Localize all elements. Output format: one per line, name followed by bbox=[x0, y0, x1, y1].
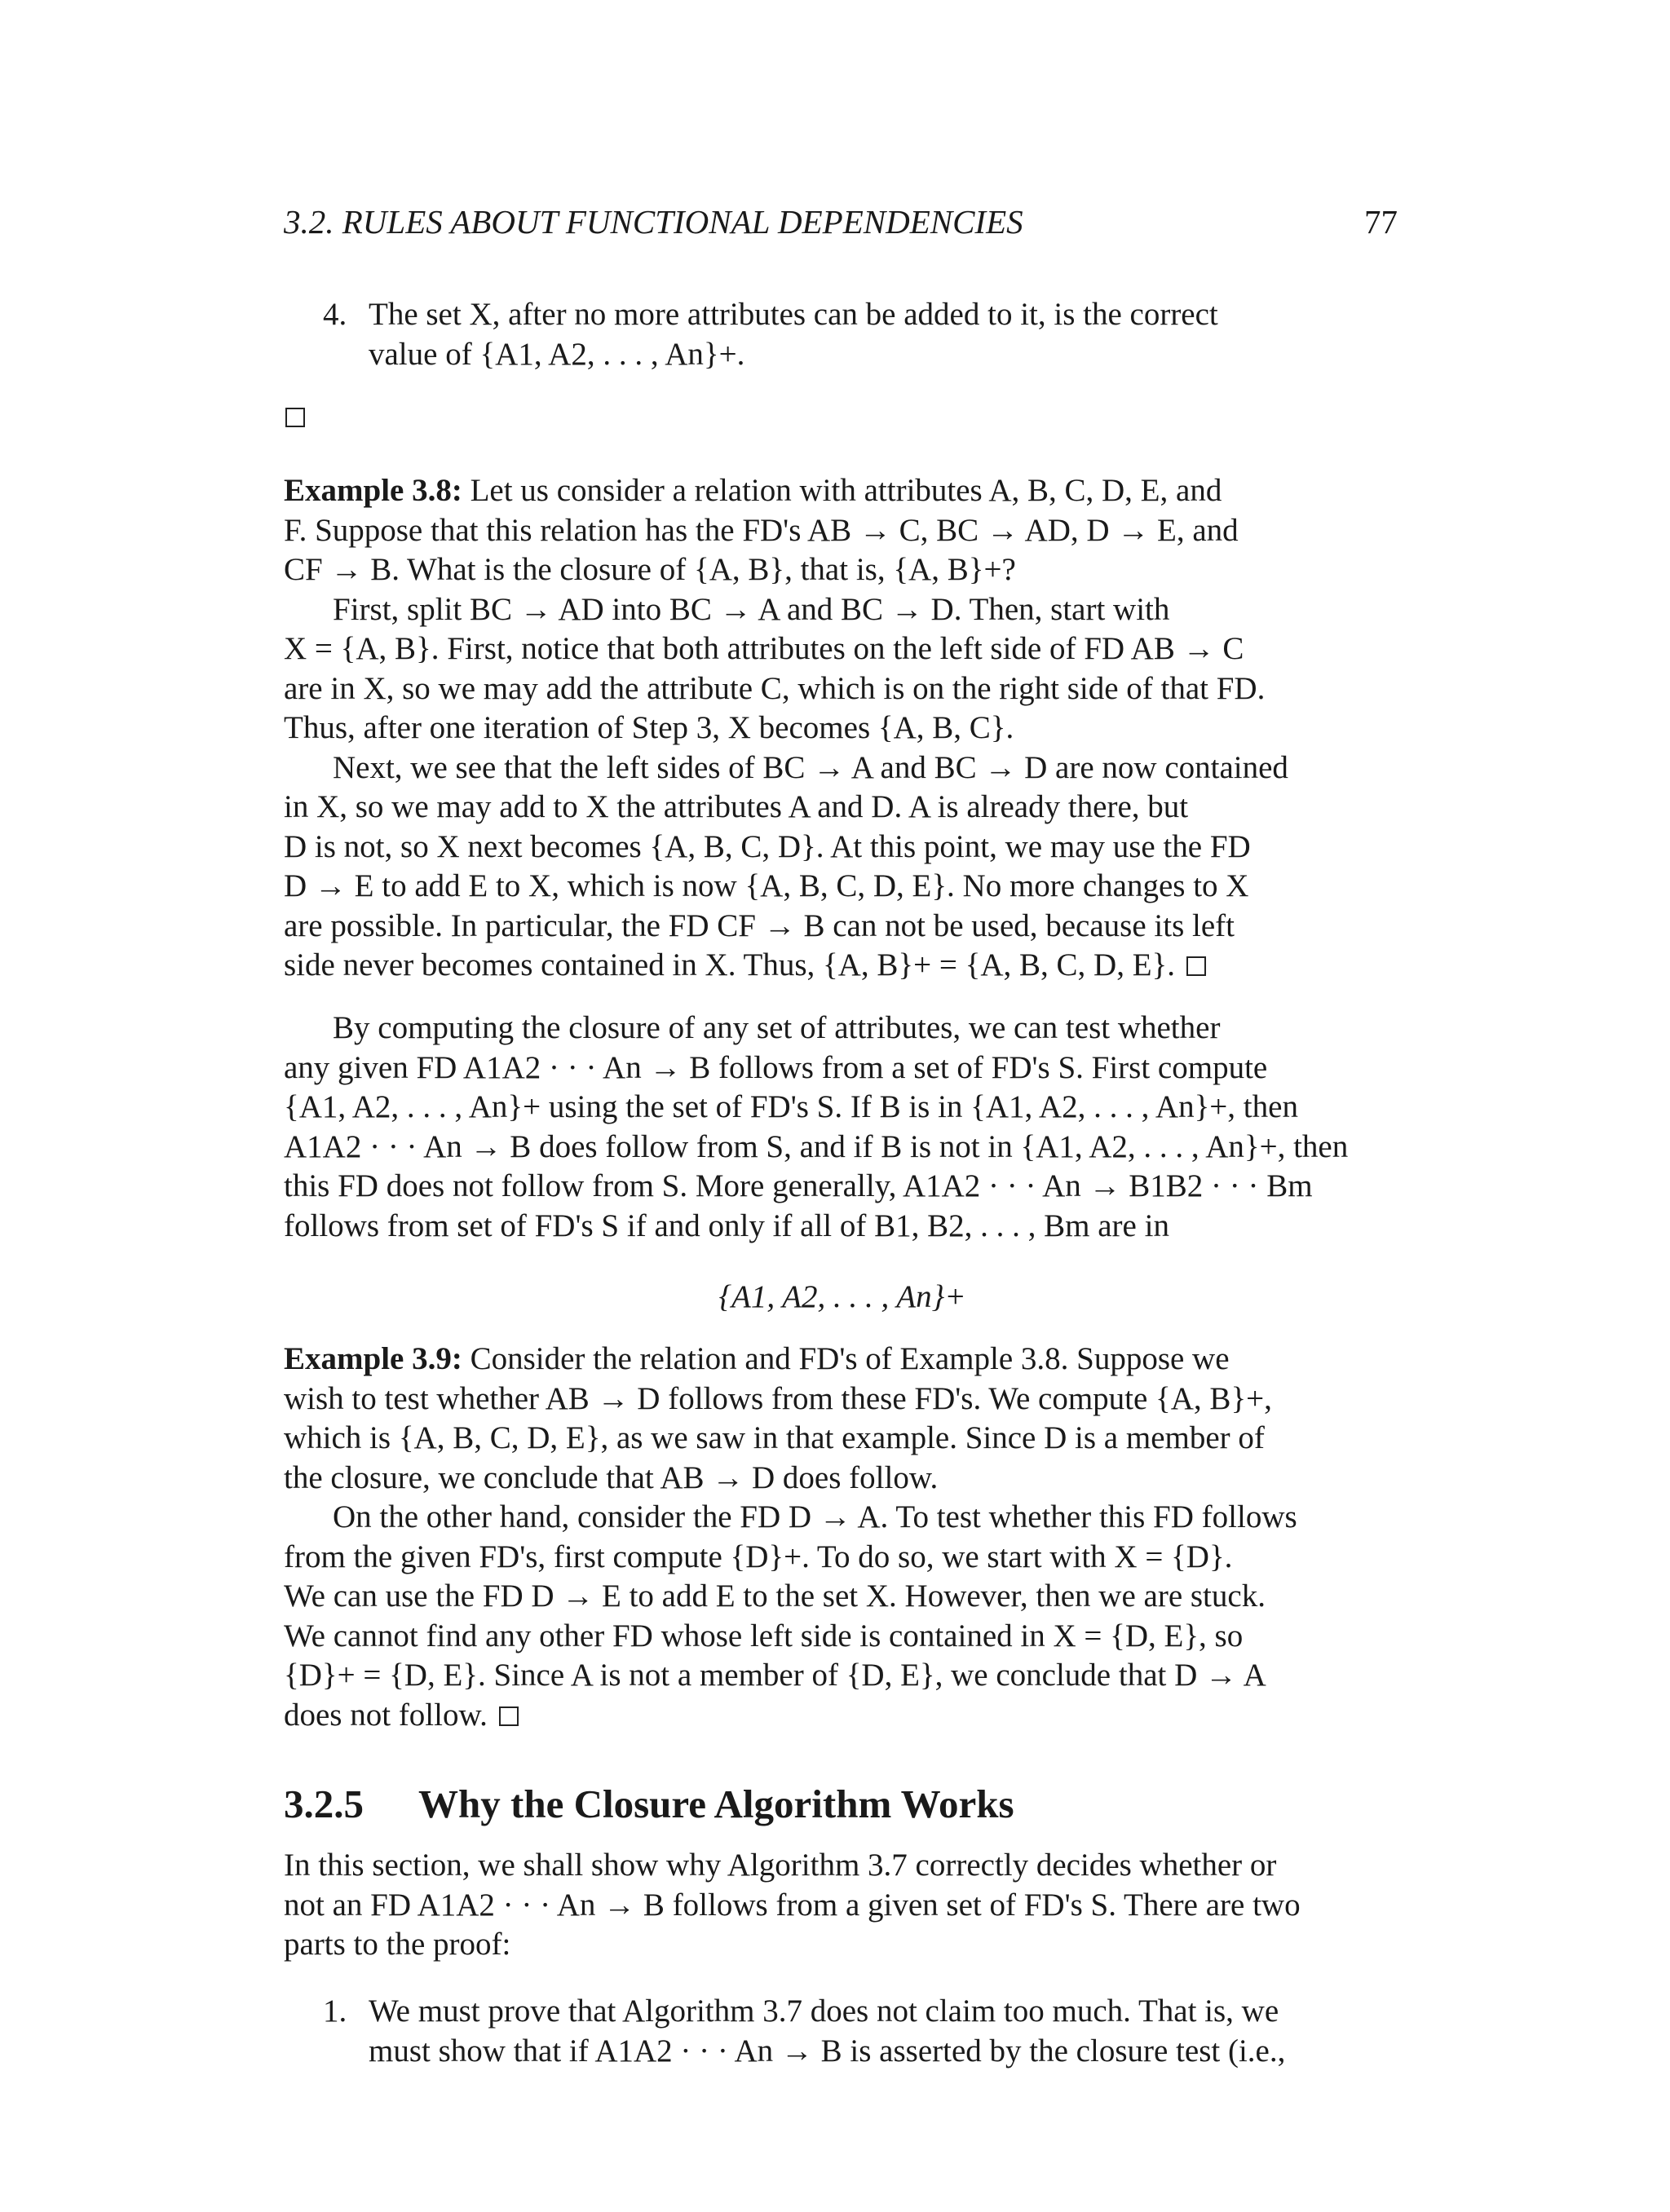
item-number: 1. bbox=[323, 1993, 347, 2029]
text-line: follows from set of FD's S if and only if all of B1, B2, . . . , Bm are in bbox=[284, 1208, 1169, 1243]
text-line: Example 3.8: Let us consider a relation with attributes A, B, C, D, E, and bbox=[284, 473, 1222, 508]
text-line: D is not, so X next becomes {A, B, C, D}. At this point, we may use the FD bbox=[284, 828, 1251, 864]
example-para-3 bbox=[284, 748, 1401, 986]
text-line: First, split BC → AD into BC → A and BC → D. Then, start with bbox=[333, 591, 1170, 627]
section-title: Why the Closure Algorithm Works bbox=[418, 1782, 1014, 1826]
text-line: are in X, so we may add the attribute C, which is on the right side of that FD. bbox=[284, 670, 1266, 706]
text-line: wish to test whether AB → D follows from these FD's. We compute {A, B}+, bbox=[284, 1380, 1272, 1416]
text-line: from the given FD's, first compute {D}+. To do so, we start with X = {D}. bbox=[284, 1539, 1233, 1574]
example-3-9 bbox=[284, 1340, 1401, 1735]
algorithm-step-4 bbox=[323, 295, 1401, 374]
proof-item-1 bbox=[323, 1992, 1401, 2071]
text-line: A1A2 · · · An → B does follow from S, and if B is not in {A1, A2, . . . , An}+, then bbox=[284, 1128, 1349, 1164]
text-line: any given FD A1A2 · · · An → B follows from a set of FD's S. First compute bbox=[284, 1049, 1268, 1085]
step-number: 4. bbox=[323, 297, 347, 332]
display-equation: {A1, A2, . . . , An}+ bbox=[718, 1279, 966, 1314]
example-label: Example 3.8: bbox=[284, 473, 462, 508]
example-para-2 bbox=[284, 1498, 1401, 1735]
text-line: the closure, we conclude that AB → D does follow. bbox=[284, 1459, 939, 1495]
end-of-example-box bbox=[1186, 956, 1206, 976]
section-number: 3.2.5 bbox=[284, 1782, 364, 1826]
example-3-8 bbox=[284, 471, 1401, 986]
end-of-example-box bbox=[499, 1706, 519, 1726]
text-line: The set X, after no more attributes can be added to it, is the correct bbox=[369, 297, 1218, 332]
text-line: CF → B. What is the closure of {A, B}, that is, {A, B}+? bbox=[284, 552, 1016, 587]
text-line: side never becomes contained in X. Thus, {A, B}+ = {A, B, C, D, E}. bbox=[284, 946, 1401, 986]
example-label: Example 3.9: bbox=[284, 1341, 462, 1376]
text-line: are possible. In particular, the FD CF → B can not be used, because its left bbox=[284, 907, 1235, 943]
text-line: does not follow. bbox=[284, 1696, 1401, 1736]
text-line: We must prove that Algorithm 3.7 does not claim too much. That is, we bbox=[369, 1993, 1279, 2029]
end-of-proof-box bbox=[285, 408, 305, 427]
text-line: {D}+ = {D, E}. Since A is not a member of {D, E}, we conclude that D → A bbox=[284, 1658, 1266, 1693]
text-line: {A1, A2, . . . , An}+ using the set of FD's S. If B is in {A1, A2, . . . , An}+, then bbox=[284, 1089, 1298, 1124]
running-head-title: 3.2. RULES ABOUT FUNCTIONAL DEPENDENCIES bbox=[284, 203, 1023, 241]
example-para-1 bbox=[284, 1340, 1401, 1498]
example-para-2 bbox=[284, 590, 1401, 748]
text-line: In this section, we shall show why Algorithm 3.7 correctly decides whether or bbox=[284, 1848, 1277, 1883]
text-line: We cannot find any other FD whose left side is contained in X = {D, E}, so bbox=[284, 1618, 1244, 1653]
text-line: D → E to add E to X, which is now {A, B, C, D, E}. No more changes to X bbox=[284, 868, 1249, 903]
text-line: must show that if A1A2 · · · An → B is asserted by the closure test (i.e., bbox=[369, 2033, 1286, 2069]
text-line: Thus, after one iteration of Step 3, X becomes {A, B, C}. bbox=[284, 710, 1014, 745]
text-line: which is {A, B, C, D, E}, as we saw in that example. Since D is a member of bbox=[284, 1420, 1265, 1455]
closure-test-paragraph bbox=[284, 1009, 1401, 1246]
text-line: this FD does not follow from S. More generally, A1A2 · · · An → B1B2 · · · Bm bbox=[284, 1168, 1313, 1203]
text-line: X = {A, B}. First, notice that both attributes on the left side of FD AB → C bbox=[284, 631, 1244, 666]
page bbox=[284, 0, 1401, 2212]
text-line: We can use the FD D → E to add E to the set X. However, then we are stuck. bbox=[284, 1578, 1266, 1614]
text-line: Next, we see that the left sides of BC → A and BC → D are now contained bbox=[333, 749, 1288, 785]
text-line: By computing the closure of any set of attributes, we can test whether bbox=[333, 1010, 1221, 1045]
section-heading bbox=[284, 1781, 1014, 1827]
text-line: Example 3.9: Consider the relation and FD's of Example 3.8. Suppose we bbox=[284, 1341, 1230, 1376]
page-number: 77 bbox=[1364, 203, 1398, 241]
running-head bbox=[284, 202, 1401, 251]
text-line: value of {A1, A2, . . . , An}+. bbox=[369, 336, 745, 372]
text-line: not an FD A1A2 · · · An → B follows from a given set of FD's S. There are two bbox=[284, 1887, 1301, 1923]
text-line: parts to the proof: bbox=[284, 1927, 511, 1962]
section-intro bbox=[284, 1846, 1401, 1965]
text-line: F. Suppose that this relation has the FD's AB → C, BC → AD, D → E, and bbox=[284, 512, 1239, 548]
example-para-1 bbox=[284, 471, 1401, 590]
text-line: On the other hand, consider the FD D → A. To test whether this FD follows bbox=[333, 1499, 1297, 1534]
text-line: in X, so we may add to X the attributes A and D. A is already there, but bbox=[284, 789, 1189, 824]
